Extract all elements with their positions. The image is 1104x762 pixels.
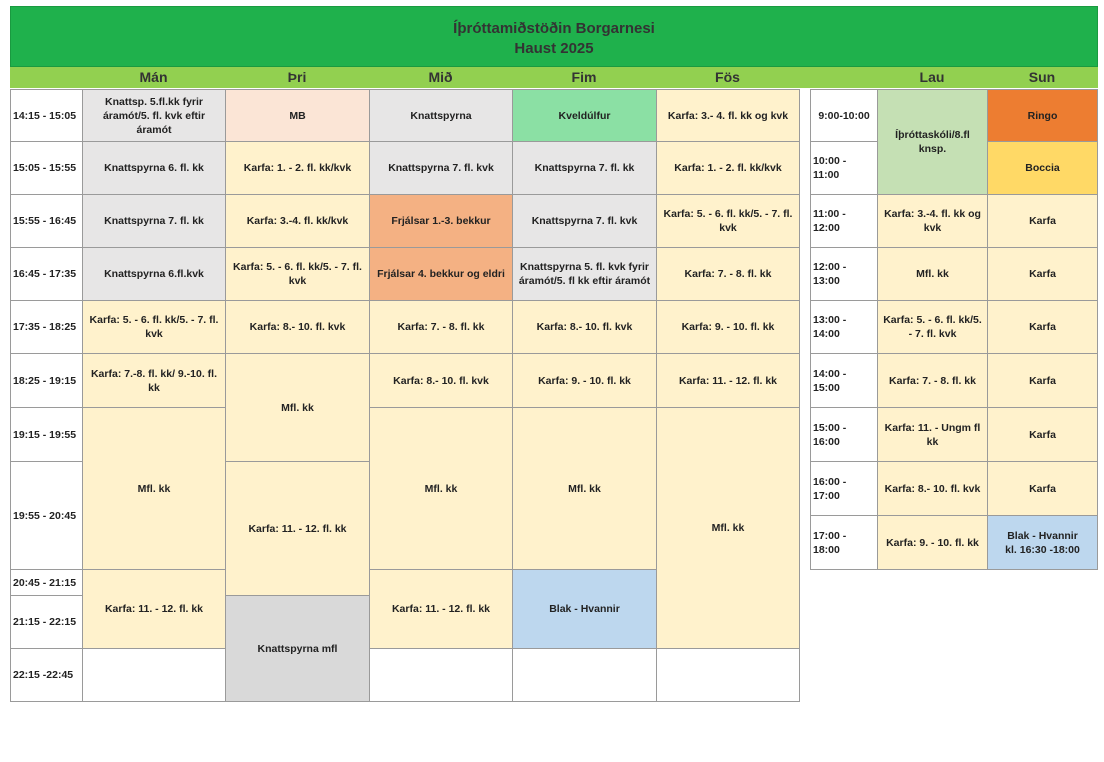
session-cell: Mfl. kk xyxy=(370,408,513,570)
session-cell: Knattspyrna 7. fl. kvk xyxy=(513,195,657,248)
session-cell: Karfa: 8.- 10. fl. kvk xyxy=(513,301,657,354)
time-slot: 17:35 - 18:25 xyxy=(11,301,83,354)
session-cell: Karfa: 11. - Ungm fl kk xyxy=(878,408,988,462)
session-cell: Mfl. kk xyxy=(878,248,988,301)
session-cell: Mfl. kk xyxy=(226,354,370,462)
schedule-title xyxy=(10,6,1098,67)
session-cell: Karfa: 5. - 6. fl. kk/5. - 7. fl. kvk xyxy=(878,301,988,354)
session-cell: Karfa: 7. - 8. fl. kk xyxy=(878,354,988,408)
time-slot: 14:00 - 15:00 xyxy=(811,354,878,408)
title-line-2: Haust 2025 xyxy=(514,40,594,57)
session-cell xyxy=(83,649,226,702)
session-cell: Karfa: 8.- 10. fl. kvk xyxy=(226,301,370,354)
session-cell: Karfa: 1. - 2. fl. kk/kvk xyxy=(226,142,370,195)
session-cell: Boccia xyxy=(988,142,1098,195)
day-header-wed: Mið xyxy=(428,69,453,85)
time-slot: 16:00 - 17:00 xyxy=(811,462,878,516)
session-cell: Knattsp. 5.fl.kk fyrir áramót/5. fl. kvk eftir áramót xyxy=(83,90,226,142)
session-cell: Mfl. kk xyxy=(513,408,657,570)
session-cell: Karfa xyxy=(988,248,1098,301)
session-cell xyxy=(657,649,800,702)
time-slot: 22:15 -22:45 xyxy=(11,649,83,702)
session-cell: Karfa: 5. - 6. fl. kk/5. - 7. fl. kvk xyxy=(657,195,800,248)
session-cell: Karfa: 3.- 4. fl. kk og kvk xyxy=(657,90,800,142)
session-cell: Knattspyrna 5. fl. kvk fyrir áramót/5. fl kk eftir áramót xyxy=(513,248,657,301)
session-cell: Kveldúlfur xyxy=(513,90,657,142)
session-cell: Mfl. kk xyxy=(83,408,226,570)
session-line: Blak - Hvannir xyxy=(1007,529,1078,542)
session-cell xyxy=(370,649,513,702)
session-cell: Karfa: 7.-8. fl. kk/ 9.-10. fl. kk xyxy=(83,354,226,408)
session-cell: Karfa xyxy=(988,408,1098,462)
session-cell: Frjálsar 1.-3. bekkur xyxy=(370,195,513,248)
title-line-1: Íþróttamiðstöðin Borgarnesi xyxy=(453,20,655,37)
session-cell: Knattspyrna 7. fl. kvk xyxy=(370,142,513,195)
session-cell: Karfa xyxy=(988,354,1098,408)
session-cell: Karfa: 9. - 10. fl. kk xyxy=(513,354,657,408)
session-cell: Knattspyrna 6. fl. kk xyxy=(83,142,226,195)
session-cell: Blak - Hvannir xyxy=(513,570,657,649)
session-cell: Karfa: 1. - 2. fl. kk/kvk xyxy=(657,142,800,195)
time-slot: 16:45 - 17:35 xyxy=(11,248,83,301)
time-slot: 21:15 - 22:15 xyxy=(11,596,83,649)
session-cell: Knattspyrna 7. fl. kk xyxy=(513,142,657,195)
session-cell: Karfa: 8.- 10. fl. kvk xyxy=(878,462,988,516)
day-header-fri: Fös xyxy=(715,69,740,85)
session-cell: Karfa xyxy=(988,301,1098,354)
session-cell: Knattspyrna mfl xyxy=(226,596,370,702)
time-slot: 13:00 - 14:00 xyxy=(811,301,878,354)
session-cell: Karfa: 11. - 12. fl. kk xyxy=(226,462,370,596)
session-cell: Karfa: 9. - 10. fl. kk xyxy=(878,516,988,570)
session-cell: Karfa: 8.- 10. fl. kvk xyxy=(370,354,513,408)
session-cell: Karfa: 11. - 12. fl. kk xyxy=(83,570,226,649)
session-cell: Karfa: 5. - 6. fl. kk/5. - 7. fl. kvk xyxy=(83,301,226,354)
session-cell: Karfa xyxy=(988,195,1098,248)
session-cell: Ringo xyxy=(988,90,1098,142)
time-slot: 19:55 - 20:45 xyxy=(11,462,83,570)
session-line: kl. 16:30 -18:00 xyxy=(1005,543,1080,556)
time-slot: 15:00 - 16:00 xyxy=(811,408,878,462)
day-header-sun: Sun xyxy=(1028,69,1056,85)
session-cell: Karfa: 3.-4. fl. kk og kvk xyxy=(878,195,988,248)
session-cell: Karfa: 9. - 10. fl. kk xyxy=(657,301,800,354)
time-slot: 11:00 - 12:00 xyxy=(811,195,878,248)
session-cell: Karfa: 3.-4. fl. kk/kvk xyxy=(226,195,370,248)
weekend-schedule-table xyxy=(810,89,1098,570)
session-cell: Karfa xyxy=(988,462,1098,516)
time-slot: 9:00-10:00 xyxy=(811,90,878,142)
session-cell: Karfa: 5. - 6. fl. kk/5. - 7. fl. kvk xyxy=(226,248,370,301)
session-cell: Knattspyrna 7. fl. kk xyxy=(83,195,226,248)
time-slot: 17:00 - 18:00 xyxy=(811,516,878,570)
weekday-schedule-table xyxy=(10,89,800,702)
session-cell: Íþróttaskóli/8.fl knsp. xyxy=(878,90,988,195)
day-header-tue: Þri xyxy=(287,69,307,85)
time-slot: 15:05 - 15:55 xyxy=(11,142,83,195)
session-cell xyxy=(513,649,657,702)
time-slot: 19:15 - 19:55 xyxy=(11,408,83,462)
session-cell: Knattspyrna xyxy=(370,90,513,142)
time-slot: 15:55 - 16:45 xyxy=(11,195,83,248)
time-slot: 12:00 - 13:00 xyxy=(811,248,878,301)
session-cell: Karfa: 7. - 8. fl. kk xyxy=(370,301,513,354)
time-slot: 14:15 - 15:05 xyxy=(11,90,83,142)
session-cell: MB xyxy=(226,90,370,142)
session-cell: Knattspyrna 6.fl.kvk xyxy=(83,248,226,301)
session-cell: Karfa: 7. - 8. fl. kk xyxy=(657,248,800,301)
time-slot: 20:45 - 21:15 xyxy=(11,570,83,596)
session-cell xyxy=(988,516,1098,570)
session-cell: Karfa: 11. - 12. fl. kk xyxy=(657,354,800,408)
day-header-sat: Lau xyxy=(919,69,945,85)
time-slot: 18:25 - 19:15 xyxy=(11,354,83,408)
session-cell: Frjálsar 4. bekkur og eldri xyxy=(370,248,513,301)
session-cell: Karfa: 11. - 12. fl. kk xyxy=(370,570,513,649)
day-header-mon: Mán xyxy=(139,69,168,85)
day-header-thu: Fim xyxy=(571,69,597,85)
time-slot: 10:00 - 11:00 xyxy=(811,142,878,195)
session-cell: Mfl. kk xyxy=(657,408,800,649)
